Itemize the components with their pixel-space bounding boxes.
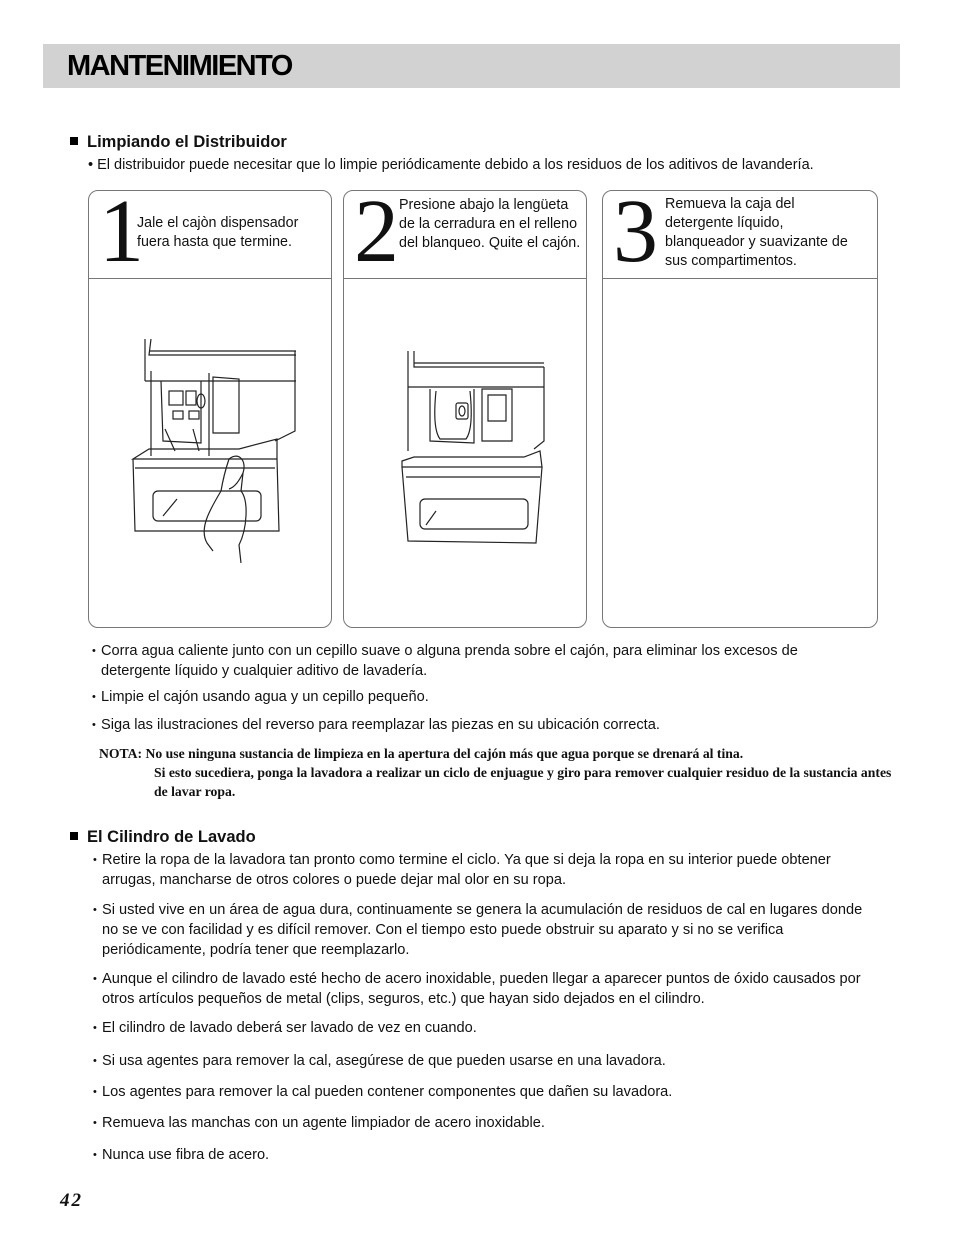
- step-card-1: [88, 182, 332, 628]
- step-card-header: [89, 182, 331, 281]
- square-bullet-icon: [70, 832, 78, 840]
- section-title-drum: El Cilindro de Lavado: [70, 828, 256, 847]
- list-item: • Siga las ilustraciones del reverso para reemplazar las piezas en su ubicación correcta.: [92, 717, 660, 733]
- step-text: Presione abajo la lengüeta de la cerradura en el relleno del blanqueo. Quite el cajón.: [399, 197, 581, 251]
- step-number: 1: [99, 182, 144, 281]
- section-header-bar: [43, 44, 900, 88]
- list-item: • Los agentes para remover la cal pueden contener componentes que dañen su lavadora.: [93, 1084, 673, 1100]
- list-item: • Nunca use fibra de acero.: [93, 1147, 270, 1163]
- step-card-header: [344, 182, 586, 281]
- step-card-3: [602, 182, 878, 628]
- list-item: • Si usted vive en un área de agua dura, continuamente se genera la acumulación de residuos de cal en lugares donde no se ve con facilidad y es difícil remover. Con el tiempo esto puede obstruir su aparato y si no se verifica periódicamente, podría tener que reemplazarlo.: [93, 902, 863, 958]
- list-item: • El cilindro de lavado deberá ser lavado de vez en cuando.: [93, 1020, 477, 1036]
- list-item: • Corra agua caliente junto con un cepillo suave o alguna prenda sobre el cajón, para eliminar los excesos de detergente líquido y cualquier aditivo de lavadería.: [92, 643, 798, 679]
- dispenser-pull-illustration: [89, 311, 331, 581]
- note-label: NOTA:: [99, 746, 143, 761]
- list-item: • Retire la ropa de la lavadora tan pronto como termine el ciclo. Ya que si deja la ropa en su interior puede obtener arrugas, mancharse de otros colores o puede dejar mal olor en su ropa.: [93, 852, 831, 888]
- step-number: 2: [354, 182, 399, 281]
- step-card-header: [603, 182, 877, 281]
- page-title: MANTENIMIENTO: [67, 50, 292, 82]
- step-card-2: [343, 182, 587, 628]
- step-text: Remueva la caja del detergente líquido, blanqueador y suavizante de sus compartimentos.: [665, 196, 848, 269]
- lock-tab-illustration: [344, 331, 586, 571]
- note-line-2: Si esto sucediera, ponga la lavadora a realizar un ciclo de enjuague y giro para remover cualquier residuo de la sustancia antes de lavar ropa.: [154, 765, 892, 799]
- page-number: 42: [60, 1190, 83, 1211]
- step-text: Jale el cajòn dispensador fuera hasta que termine.: [137, 215, 299, 250]
- list-item: • Limpie el cajón usando agua y un cepillo pequeño.: [92, 689, 429, 705]
- list-item: • Si usa agentes para remover la cal, asegúrese de que pueden usarse en una lavadora.: [93, 1053, 666, 1069]
- list-item: • Remueva las manchas con un agente limpiador de acero inoxidable.: [93, 1115, 545, 1131]
- note-line-1: NOTA: No use ninguna sustancia de limpieza en la apertura del cajón más que agua porque se drenará al tina.: [99, 746, 744, 761]
- square-bullet-icon: [70, 137, 78, 145]
- list-item: • Aunque el cilindro de lavado esté hecho de acero inoxidable, pueden llegar a aparecer puntos de óxido causados por otros artículos pequeños de metal (clips, seguros, etc.) que hayan sido dejados en el cilindro.: [93, 971, 861, 1007]
- dispenser-intro: • El distribuidor puede necesitar que lo limpie periódicamente debido a los residuos de los aditivos de lavandería.: [88, 157, 814, 173]
- section-title-dispenser: Limpiando el Distribuidor: [70, 133, 287, 152]
- step-number: 3: [613, 182, 658, 281]
